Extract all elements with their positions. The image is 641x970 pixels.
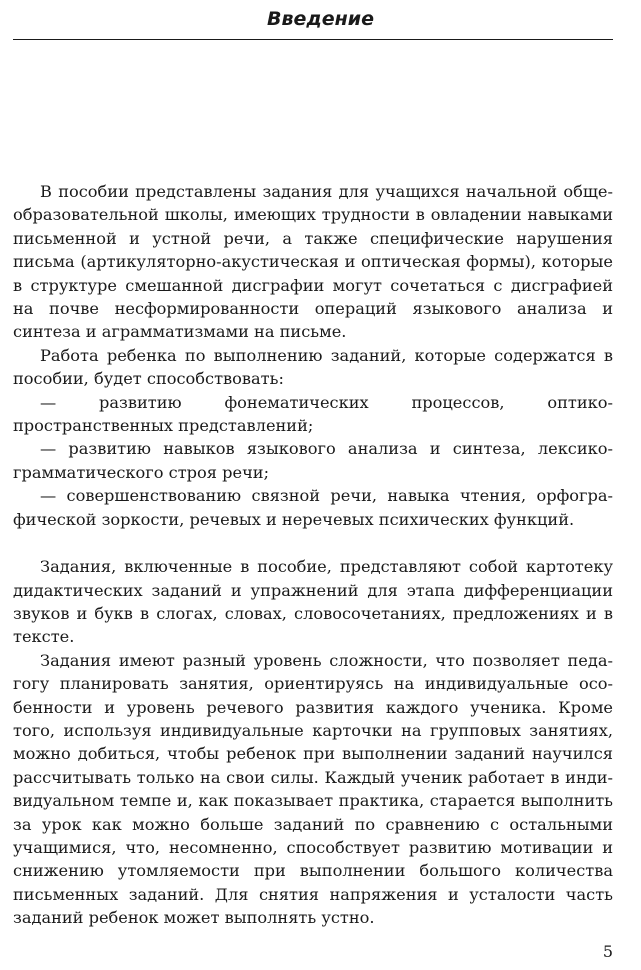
paragraph-work: Работа ребенка по выполнению заданий, которые содержатся в пособии, будет способствовать: [13, 345, 613, 389]
list-item-coherent-speech: — совершенствованию связной речи, навыка чтения, орфографической зоркости, речевых и неречевых психических функций. [13, 486, 613, 529]
list-item-phonematic: — развитию фонематических процессов, оптико-пространственных представлений; [13, 392, 613, 436]
list-item-language-analysis: — развитию навыков языкового анализа и синтеза, лексико-грамматического строя речи; [13, 439, 613, 482]
page-number: 5 [602, 942, 613, 961]
paragraph-intro: В пособии представлены задания для учащихся начальной общеобразовательной школы, имеющих трудности в овладении навыками письменной и устной речи, а также специфические нарушения письма (артикуляторно-акустическая и оптическая формы), которые в структуре смешанной дисграфии могут сочетаться с дисграфией на почве несформированности операций языкового анализа и синтеза и аграмматизмами на письме. [13, 182, 613, 342]
chapter-title: Введение [267, 8, 374, 30]
header-divider [13, 39, 613, 40]
paragraph-tasks: Задания, включенные в пособие, представляют собой картотеку дидактических заданий и упражнений для этапа дифференциации звуков и букв в слогах, словах, словосочетаниях, предложениях и в тексте. [13, 557, 613, 647]
paragraph-difficulty: Задания имеют разный уровень сложности, что позволяет педагогу планировать занятия, ориентируясь на индивидуальные особенности и уровень речевого развития каждого ученика. Кроме того, используя индивидуальные карточки на групповых занятиях, можно добиться, чтобы ребенок при выполнении заданий научился рассчитывать только на свои силы. Каждый ученик работает в индивидуальном темпе и, как показывает практика, старается выполнить за урок как можно больше заданий по сравнению с остальными учащимися, что, несомненно, способствует развитию мотивации и снижению утомляемости при выполнении большого количества письменных заданий. Для снятия напряжения и усталости часть заданий ребенок может выполнять устно. [13, 650, 613, 928]
body-text [13, 180, 613, 930]
